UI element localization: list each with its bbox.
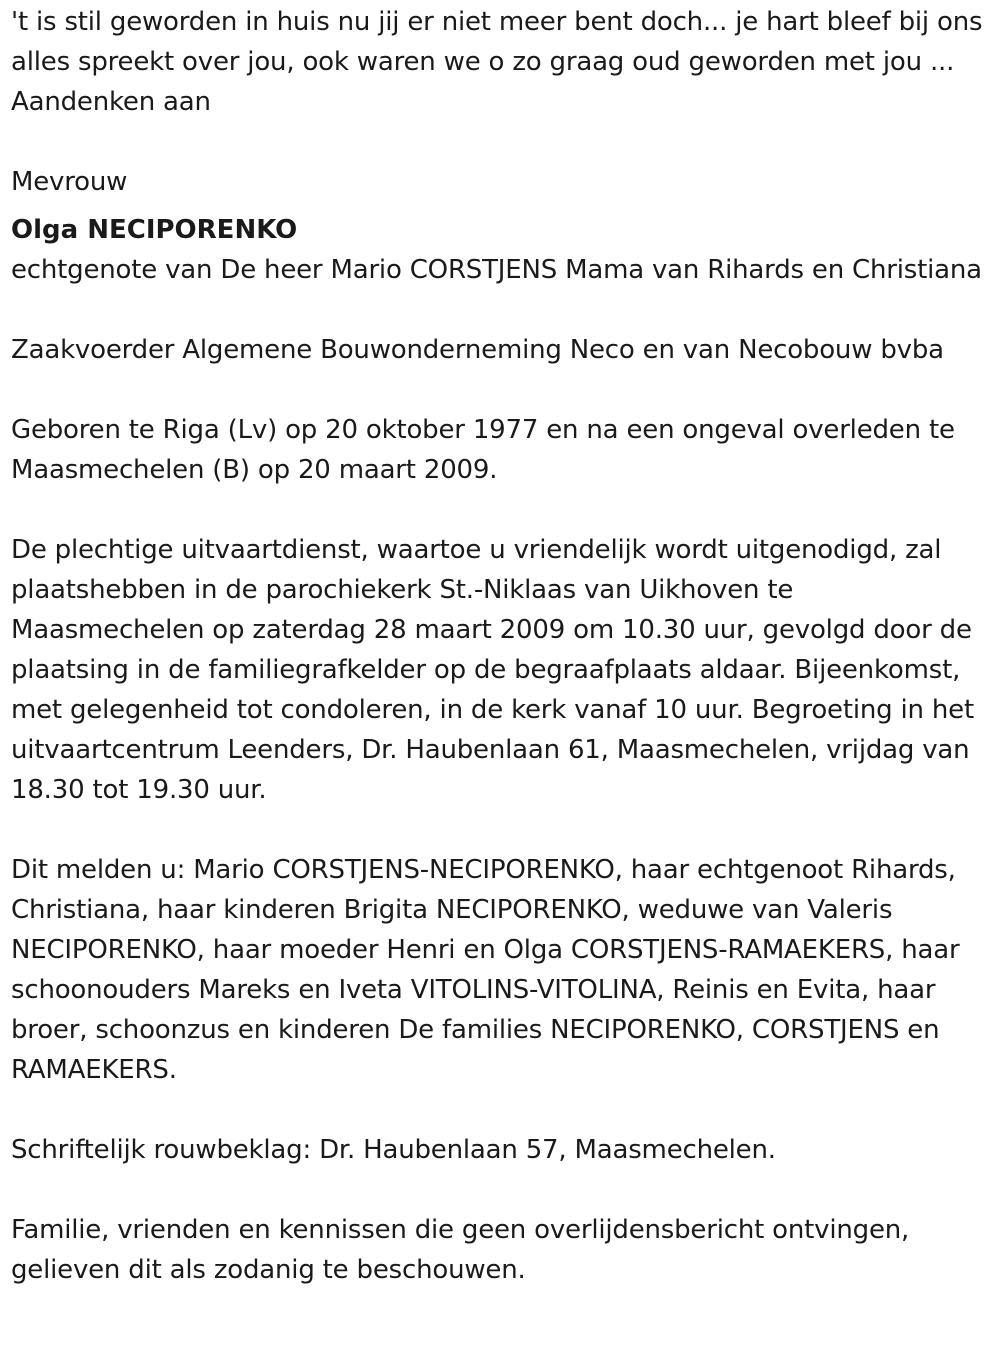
salutation: Mevrouw [11, 167, 128, 197]
spacer [11, 122, 990, 162]
opening-text: 't is stil geworden in huis nu jij er niet meer bent doch... je hart bleef bij ons alles spreekt over jou, ook waren we o zo graag oud geworden met jou ... Aandenken aan [11, 7, 983, 117]
relation-text: echtgenote van De heer Mario CORSTJENS Mama van Rihards en Christiana [11, 255, 982, 285]
spacer [11, 290, 990, 330]
spacer [11, 1170, 990, 1210]
condolence-address: Schriftelijk rouwbeklag: Dr. Haubenlaan 57, Maasmechelen. [11, 1135, 776, 1165]
occupation-text: Zaakvoerder Algemene Bouwonderneming Neco en van Necobouw bvba [11, 335, 944, 365]
deceased-name: Olga NECIPORENKO [11, 215, 298, 245]
spacer [11, 1090, 990, 1130]
funeral-details: De plechtige uitvaartdienst, waartoe u vriendelijk wordt uitgenodigd, zal plaatshebben in de parochiekerk St.-Niklaas van Uikhoven te Maasmechelen op zaterdag 28 maart 2009 om 10.30 uur, gevolgd door de plaatsing in de familiegrafkelder op de begraafplaats aldaar. Bijeenkomst, met gelegenheid tot condoleren, in de kerk vanaf 10 uur. Begroeting in het uitvaartcentrum Leenders, Dr. Haubenlaan 61, Maasmechelen, vrijdag van 18.30 tot 19.30 uur. [11, 535, 974, 805]
spacer [11, 370, 990, 410]
spacer [11, 490, 990, 530]
birth-death-text: Geboren te Riga (Lv) op 20 oktober 1977 en na een ongeval overleden te Maasmechelen (B) op 20 maart 2009. [11, 415, 955, 485]
closing-text: Familie, vrienden en kennissen die geen overlijdensbericht ontvingen, gelieven dit als zodanig te beschouwen. [11, 1215, 910, 1285]
spacer [11, 810, 990, 850]
announced-by: Dit melden u: Mario CORSTJENS-NECIPORENKO, haar echtgenoot Rihards, Christiana, haar kinderen Brigita NECIPORENKO, weduwe van Valeris NECIPORENKO, haar moeder Henri en Olga CORSTJENS-RAMAEKERS, haar schoonouders Mareks en Iveta VITOLINS-VITOLINA, Reinis en Evita, haar broer, schoonzus en kinderen De families NECIPORENKO, CORSTJENS en RAMAEKERS. [11, 855, 960, 1085]
